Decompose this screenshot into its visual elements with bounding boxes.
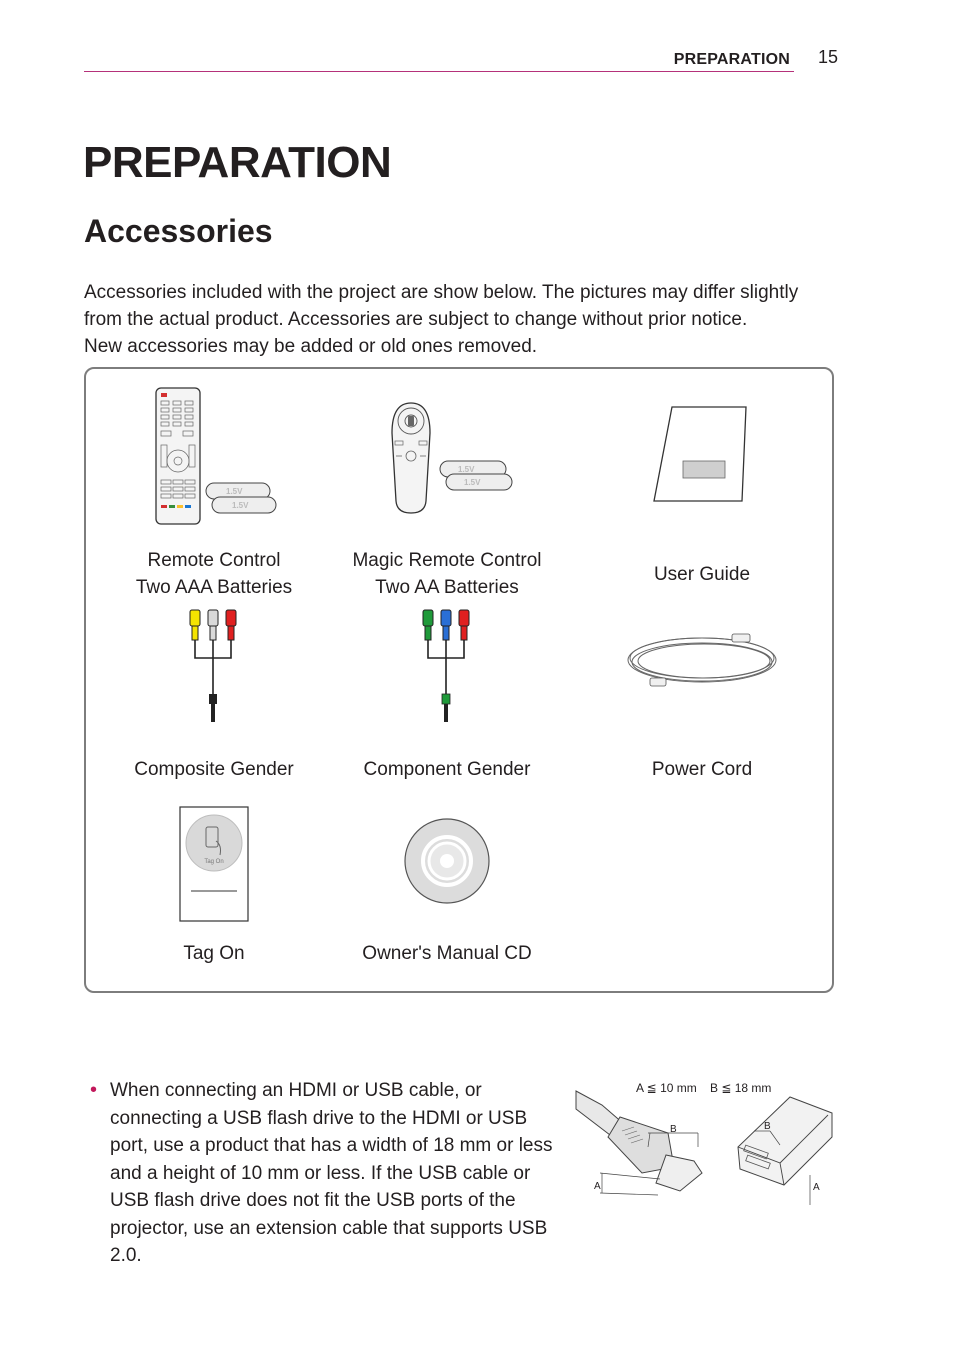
accessory-name: Two AAA Batteries — [135, 577, 293, 598]
accessory-name: Component Gender — [363, 759, 531, 780]
intro-line: from the actual product. Accessories are subject to change without prior notice. — [84, 309, 748, 330]
composite-gender-icon — [186, 608, 242, 728]
accessory-component-gender — [327, 606, 567, 806]
component-gender-icon — [419, 608, 475, 728]
dimension-a-label: A — [594, 1181, 601, 1192]
running-header-section: PREPARATION — [673, 51, 790, 68]
width-limit-label: B ≦ 18 mm — [710, 1081, 772, 1095]
tag-on-label: Tag On — [204, 859, 224, 865]
accessory-caption — [327, 547, 567, 601]
connector-size-figure — [570, 1075, 840, 1210]
intro-line: Accessories included with the project are show below. The pictures may differ slightly — [84, 282, 799, 303]
remote-control-icon — [152, 387, 282, 527]
dimension-b-label: B — [670, 1124, 677, 1135]
running-header — [84, 44, 838, 72]
battery-voltage-label: 1.5V — [232, 501, 249, 510]
accessory-name: Two AA Batteries — [375, 577, 519, 598]
bullet-dot: • — [90, 1079, 98, 1101]
accessories-box — [84, 367, 834, 993]
accessory-name: Remote Control — [147, 550, 281, 571]
magic-remote-icon — [382, 401, 522, 531]
accessory-name: Composite Gender — [134, 759, 294, 780]
accessory-name: User Guide — [653, 564, 751, 585]
section-title: Accessories — [84, 213, 273, 249]
battery-voltage-label: 1.5V — [226, 487, 243, 496]
battery-voltage-label: 1.5V — [464, 478, 481, 487]
accessory-caption — [94, 547, 334, 601]
dimension-b-label: B — [764, 1121, 771, 1132]
hdmi-connector-drawing — [576, 1091, 702, 1195]
cd-icon — [403, 817, 491, 905]
accessory-owners-manual-cd — [327, 803, 567, 983]
usb-flash-drive-drawing — [738, 1097, 832, 1205]
accessory-power-cord — [582, 606, 822, 806]
accessory-user-guide — [582, 383, 822, 593]
accessory-name: Tag On — [183, 943, 245, 964]
page-number: 15 — [817, 47, 838, 67]
accessory-tag-on — [94, 803, 334, 983]
user-guide-icon — [652, 405, 748, 503]
chapter-title: PREPARATION — [83, 138, 392, 187]
accessory-composite-gender — [94, 606, 334, 806]
height-limit-label: A ≦ 10 mm — [636, 1081, 697, 1095]
header-rule — [84, 71, 794, 72]
battery-voltage-label: 1.5V — [458, 465, 475, 474]
tag-on-icon — [178, 805, 250, 923]
accessory-name: Power Cord — [651, 759, 753, 780]
intro-line: New accessories may be added or old ones removed. — [84, 336, 538, 357]
accessory-remote-control — [94, 383, 334, 598]
accessory-name: Magic Remote Control — [352, 550, 542, 571]
accessory-name: Owner's Manual CD — [362, 943, 532, 964]
intro-paragraph — [84, 279, 844, 360]
accessory-magic-remote — [327, 383, 567, 598]
dimension-a-label: A — [813, 1182, 820, 1193]
power-cord-icon — [622, 630, 782, 700]
note-text: When connecting an HDMI or USB cable, or connecting a USB flash drive to the HDMI or USB port, use a product that has a width of 18 mm or less and a height of 10 mm or less. If the USB cable or USB flash drive does not fit the USB ports of the projector, use an extension cable that supports USB 2.0. — [110, 1080, 553, 1266]
